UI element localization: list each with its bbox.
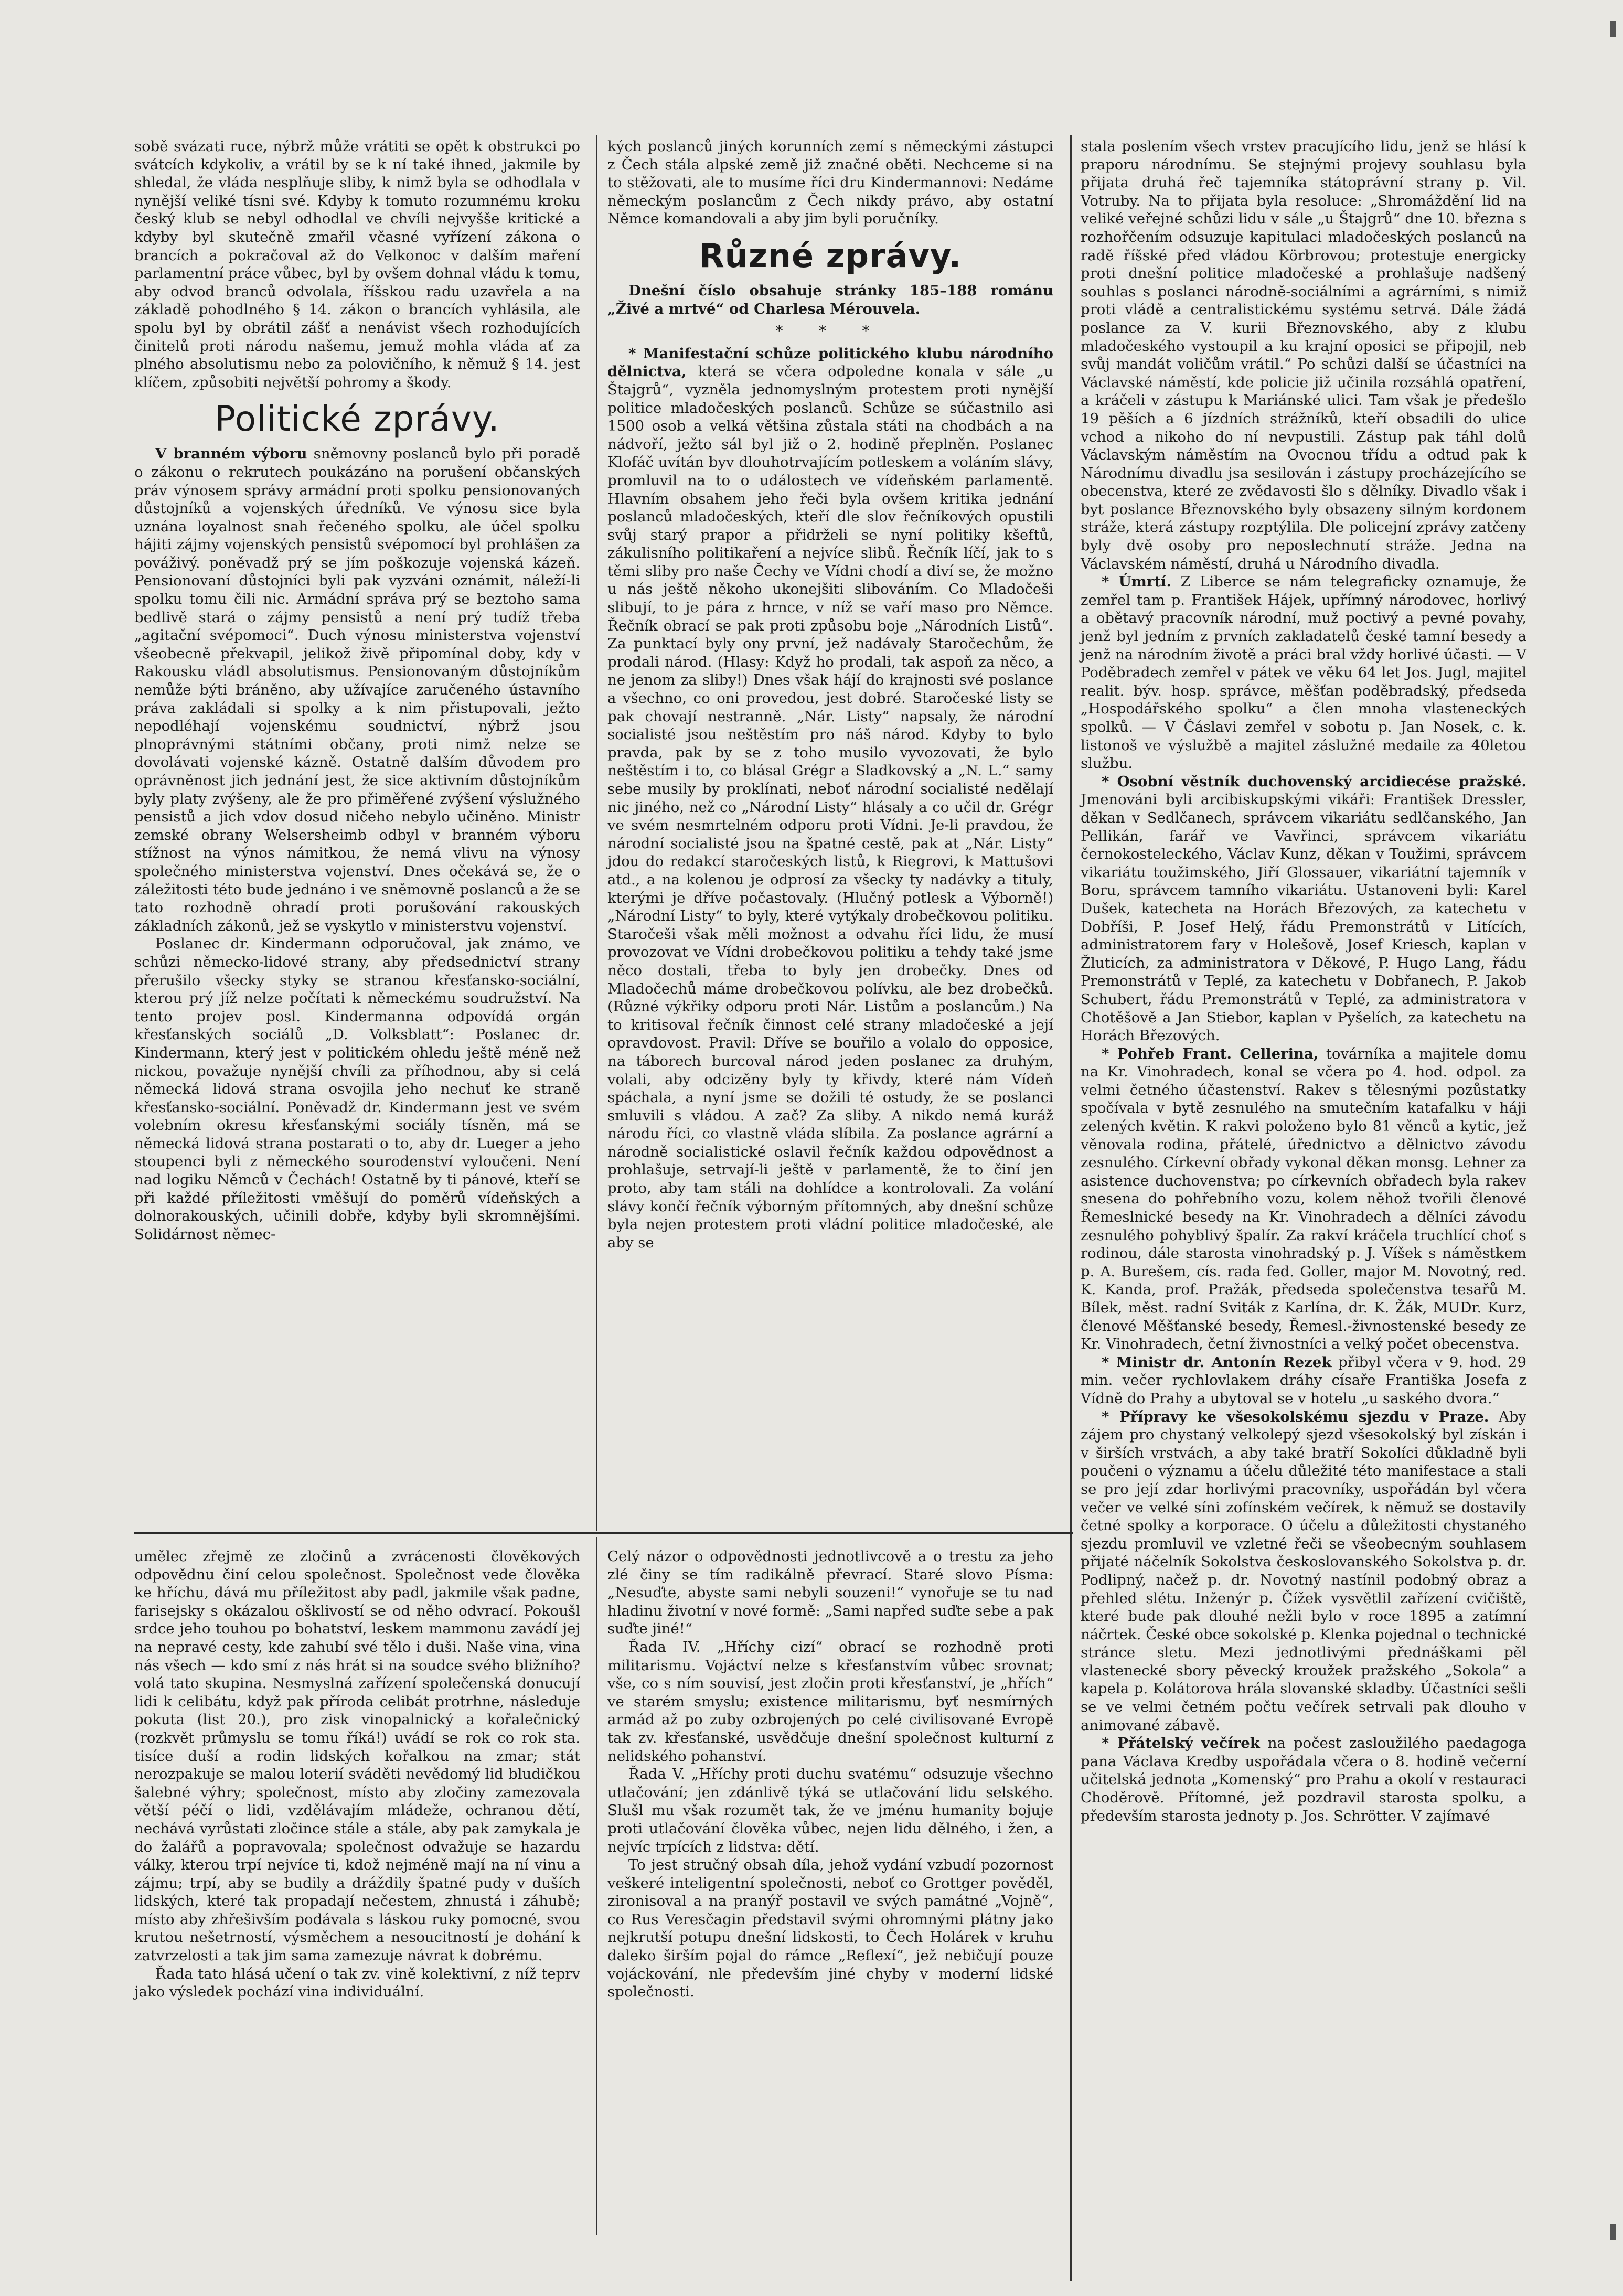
edge-mark-bottom	[1610, 2224, 1616, 2240]
article-body: která se včera odpoledne konala v sále „u Štajgrů“, vyzněla jednomyslným protestem proti nynější politice mladočeských poslanců. Schůze se súčastnilo asi 1500 osob a velká většina zůstala státi na chodbách a na nádvoří, ježto sál byl již o 2. hodině přeplněn. Poslanec Klofáč uvítán byv dlouhotrvajícím potleskem a voláním slávy, promluvil na to o událostech ve vídeňském parlamentě. Hlavním obsahem jeho řeči byla ovšem kritika jednání poslanců mladočeských, kteří dle slov řečníkových opustili svůj starý prapor a přidrželi se nyní politiky kšeftů, zákulisního politikaření a nejvíce slibů. Řečník líčí, jak to s těmi sliby pro naše Čechy ve Vídni chodí a diví se, že možno u nás ještě někoho ukonejšiti slibováním. Co Mladočeši slibují, to je pára z hrnce, v níž se vaří maso pro Němce. Řečník obrací se pak proti způsobu boje „Národních Listů“. Za punktací byly ony první, jež nadávaly Staročechům, že prodali národ. (Hlasy: Když ho prodali, tak aspoň za něco, a ne jenom za sliby!) Dnes však hájí do krajnosti své poslance a všechno, co oni provedou, jest dobré. Staročeské listy se pak chovají nestranně. „Nár. Listy“ napsaly, že národní socialisté jsou neštěstím pro náš národ. Kdyby to bylo pravda, pak by se z toho musilo vyvozovati, že bylo neštěstím i to, co blásal Grégr a Sladkovský a „N. L.“ samy sebe musily by proklínati, neboť národní socialisté nedělají nic jiného, než co „Národní Listy“ hlásaly a co učil dr. Grégr ve svém nesmrtelném odporu proti Vídni. Je-li pravdou, že národní socialisté jsou na špatné cestě, pak at „Nár. Listy“ jdou do redakcí staročeských listů, k Riegrovi, k Mattušovi atd., a na kolenou je odprosí za všecky ty nadávky a tituly, kterými je dříve počastovaly. (Hlučný potlesk a Výborně!) „Národní Listy“ to byly, které vytýkaly drobečkovou politiku. Staročeši však měli možnost a odvahu říci lidu, že musí provozovat ve Vídni drobečkovou politiku a tehdy také jsme něco dostali, třeba to byly jen drobečky. Dnes od Mladočechů máme drobečkovou polívku, ale bez drobečků. (Různé výkřiky odporu proti Nár. Listům a poslancům.) Na to kritisoval řečník činnost celé strany mladočeské a její opravdovost. Pravil: Dříve se bouřilo a volalo do opposice, na táborech burcoval národ jeden poslanec za druhým, volali, aby odcizěny byly ty křivdy, které nám Vídeň spáchala, a nyní jsme se dožili té ostudy, že se poslanci smluvili s vládou. A zač? Za sliby. A nikdo nemá kuráž národu říci, co vlastně vláda slíbila. Za poslance agrární a národně socialistické oslavil řečník každou odpovědnost a prohlašuje, setrvají-li ještě v parlamentě, že to činí jen proto, aby tam stáli na dohlídce a kontrolovali. Za volání slávy končí řečník výborným přítomných, aby dnešní schůze byla nejen protestem proti vládní politice mladočeské, ale aby se	[607, 363, 1053, 1251]
feuilleton-paragraph: Řada V. „Hříchy proti duchu svatému“ odsuzuje všechno utlačování; jen zdánlivě týká se utlačování lidu selského. Slušl mu však rozumět tak, že ve jménu humanity bojuje proti utlačování člověka vůbec, nejen lidu dělného, i žen, a nejvíc trpících z lidstva: dětí.	[607, 1766, 1053, 1855]
feuilleton-column-1	[134, 1547, 580, 2235]
article-clergy	[1081, 773, 1526, 1045]
feuilleton-paragraph: Řada tato hlásá učení o tak zv. vině kolektivní, z níž teprv jako výsledek pochází vina individuální.	[134, 1965, 580, 2001]
article-lead: * Přípravy ke všesokolskému sjezdu v Praze.	[1102, 1408, 1489, 1425]
article-body: Jmenováni byli arcibiskupskými vikáři: František Dressler, děkan v Sedlčanech, správcem vikariátu sedlčanského, Jan Pellikán, farář ve Vavřinci, správcem vikariátu černokosteleckého, Václav Kunz, děkan v Toužimi, správcem vikariátu toužimského, Jiří Glossauer, vikariátní tajemník v Boru, správcem tamního vikariátu. Ustanoveni byli: Karel Dušek, katecheta na Horách Březových, za katechetu v Dobříši, P. Josef Helý, řádu Premonstrátů v Litících, administratorem fary v Holešově, Josef Kriesch, kaplan v Žluticích, za administratora v Děkové, P. Hugo Lang, řádu Premonstrátů v Teplé, za katechetu v Dobřanech, P. Jakob Schubert, řádu Premonstrátů v Teplé, za administratora v Chotěšově a Jan Stiebor, kaplan v Pyšelích, za katechetu na Horách Březových.	[1081, 791, 1526, 1044]
feuilleton-paragraph: umělec zřejmě ze zločinů a zvrácenosti člověkových odpovědnu činí celou společnost. Společnost vede člověka ke hříchu, dává mu příležitost aby padl, jakmile však padne, farisejsky s okázalou ošklivostí se od něho odvrací. Pokoušl srdce jeho touhou po bohatství, leskem mammonu zavádí jej na nepravé cesty, kde zahubí své tělo i duši. Naše vina, vina nás všech — kdo smí z nás hrát si na soudce svého bližního? volá tato skupina. Nesmyslná zařízení společenská donucují lidi k celibátu, když pak příroda celibát protrhne, následuje pokuta (list 20.), pro zisk vinopalnický a kořalečnický (rozkvět průmyslu se tomu říká!) uvádí se rok co rok sta. tisíce duší a rodin lidských kořalkou na zmar; stát nerozpakuje se malou loterií sváděti nevědomý lid bludičkou šalebné výhry; společnost, místo aby zločiny zamezovala větší péčí o lidi, vzdělávajím mládeže, ochranou dětí, nechává vyrůstati zločince stále a stále, aby pak zamykala je do žalářů a popravovala; společnost odvažuje se hazardu války, kterou trpí nejvíce ti, kdož nejméně mají na ní vinu a zájmu; trpí, aby se budily a dráždily špatné pudy v duších lidských, které tak propadají nečestem, zhnustá i záhubě; místo aby zhřešivším podávala s láskou ruky pomocné, svou krutou nešetrností, výsměchem a nesoucitností je dohání k zatvrzelosti a tak jim sama zamezuje návrat k dobrému.	[134, 1548, 580, 1964]
column-2	[607, 137, 1053, 1251]
article-body: továrníka a majitele domu na Kr. Vinohradech, konal se včera po 4. hod. odpol. za velmi četného účastenství. Rakev s tělesnými pozůstatky spočívala v bytě zesnulého na smutečním katafalku v háji zelených květin. K rakvi položeno bylo 81 věnců a kytic, jež věnovala rodina, přátelé, úřednictvo a dělnictvo závodu zesnulého. Církevní obřady vykonal děkan monsg. Lehner za asistence duchovenstva; po církevních obřadech byla rakev snesena do pohřebního vozu, kolem něhož tvořili členové Řemeslnické besedy na Kr. Vinohradech a dělníci závodu zesnulého pohyblivý špalír. Za rakví kráčela truchlící choť s rodinou, dále starosta vinohradský p. J. Víšek s náměstkem p. A. Burešem, cís. rada fed. Goller, major M. Novotný, red. K. Kanda, prof. Pražák, předseda společenstva tesařů M. Bílek, měst. radní Sviták z Karlína, dr. K. Žák, MUDr. Kurz, členové Měšťanské besedy, Řemesl.-živnostenské besedy ze Kr. Vinohradech, četní živnostníci a velký počet obecenstva.	[1081, 1045, 1526, 1353]
column-rule-left	[596, 135, 597, 1531]
article-manifestation	[607, 345, 1053, 1252]
article-continuation: kých poslanců jiných korunních zemí s německými zástupci z Čech stála alpské země již značné oběti. Nechceme si na to stěžovati, ale to musíme říci dru Kindermannovi: Nedáme německým poslancům z Čech nikdy právo, aby ostatní Němce komandovali a aby jim byli poručníky.	[607, 138, 1053, 228]
article-kindermann: Poslanec dr. Kindermann odporučoval, jak známo, ve schůzi německo-lidové strany, aby předsednictví strany přerušilo všecky styky se stranou křesťansko-sociální, kterou prý jíž nelze počítati k německému soudružství. Na tento projev posl. Kindermanna odpovídá orgán křesťanských sociálů „D. Volksblatt“: Poslanec dr. Kindermann, který jest v politickém ohledu ještě méně než nickou, považuje nynější chvíli za příhodnou, aby si celá německá lidová strana osvojila jeho nechuť ke straně křesťansko-sociální. Poněvadž dr. Kindermann jest ve svém volebním okresu křesťanskými sociály tísněn, má se německá lidová strana postarati o to, aby dr. Lueger a jeho stoupenci byli z německého sourodenství vyloučeni. Není nad logiku Němců v Čechách! Ostatně by ti pánové, kteří se při každé příležitosti vměšují do poměrů vídeňských a dolnorakouských, učinili dobře, kdyby byli skromnějšími. Solidárnost němec-	[134, 935, 580, 1243]
article-body: na počest zasloužilého paedagoga pana Václava Kredby uspořádala včera o 8. hodině večerní učitelská jednota „Komenský“ pro Prahu a okolí v restauraci Choděrově. Přítomné, jež pozdravil starosta spolku, a především starosta jednoty p. Jos. Schrötter. V zajímavé	[1081, 1735, 1526, 1824]
article-lead: V branném výboru	[155, 445, 307, 463]
edge-mark-top	[1610, 21, 1616, 37]
article-lead: * Přátelský večírek	[1102, 1735, 1260, 1752]
column-rule-lower	[596, 1537, 597, 2235]
article-lead: * Pohřeb Frant. Cellerina,	[1102, 1045, 1319, 1062]
article-body: Z Liberce se nám telegraficky oznamuje, že zemřel tam p. František Hájek, upřímný národovec, horlivý a obětavý pracovník národní, muž poctivý a pevné povahy, jenž byl jedním z prvních zakladatelů české tamní besedy a jenž na národním životě a práci bral vždy horlivé účasti. — V Poděbradech zemřel v pátek ve věku 64 let Jos. Jugl, majitel realit. býv. hosp. správce, měšťan poděbradský, předseda „Hospodářského spolku“ a člen mnoha vlasteneckých spolků. — V Čáslavi zemřel v sobotu p. Jan Nosek, c. k. listonoš ve výslužbě a majitel záslužné medaile za 40letou službu.	[1081, 573, 1526, 772]
column-1	[134, 137, 580, 1528]
section-heading-political-news: Politické zprávy.	[215, 399, 500, 440]
column-3	[1081, 137, 1526, 2278]
feuilleton-column-2	[607, 1547, 1053, 2235]
article-funeral	[1081, 1045, 1526, 1353]
article-continuation: sobě svázati ruce, nýbrž může vrátiti se opět k obstrukci po svátcích kdykoliv, a vrátil by se k ní také ihned, jakmile by shledal, že vláda nesplňuje sliby, k nimž byla se odhodlala v nynější veliké tísni své. Kdyby k tomuto rozumnému kroku český klub se nebyl odhodlal ve chvíli nejvyšše kritické a kdyby byl skutečně zmařil včasné vyřízení zákona o brancích a pokračoval až do Velkonoc v dalším maření parlamentní práce vůbec, byl by ovšem dohnal vládu k tomu, aby odvod branců odvolala, říšskou radu uzavřela a na základě pohodlného § 14. zákon o brancích vyhlásila, ale spolu byl by obrátil zášť a nenávist všech rozhodujících činitelů proti národu našemu, jemuž mohla vláda ať za plného absolutismu nebo za polovičního, k němuž § 14. jest klíčem, způsobiti největší pohromy a škody.	[134, 138, 580, 391]
issue-notice: Dnešní číslo obsahuje stránky 185–188 románu „Živé a mrtvé“ od Charlesa Mérouvela.	[607, 282, 1053, 317]
feuilleton-paragraph: To jest stručný obsah díla, jehož vydání vzbudí pozornost veškeré inteligentní společnosti, neboť co Grottger pověděl, zironisoval a na pranýř postavil ve svých památné „Vojně“, co Rus Veresčagin představil svými ohromnými plátny jako nejkrutší potupu dnešní lidskosti, to Čech Holárek v kruhu daleko širším pojal do rámce „Reflexí“, jež nebičují pouze vojáckování, nle především jiné chyby v moderní lidské společnosti.	[607, 1856, 1053, 2001]
article-evening	[1081, 1734, 1526, 1825]
article-branny-vybor	[134, 445, 580, 935]
article-lead: * Úmrtí.	[1102, 573, 1172, 591]
article-body: sněmovny poslanců bylo při poradě o zákonu o rekrutech poukázáno na porušení občanských práv výnosem správy armádní proti spolku pensionovaných důstojníků a vojenských úředníků. Ve výnosu sice byla uznána loyalnost snah řečeného spolku, ale účel spolku hájiti zájmy vojenských pensistů svépomocí byl prohlášen za pováživý. poněvadž prý se jím poškozuje vojenská kázeň. Pensionovaní důstojníci byli pak vyzváni oznámit, náleží-li spolku tomu čili nic. Armádní správa prý se beztoho sama bedlivě stará o zájmy pensistů a není prý tudíž třeba „agitační svépomoci“. Duch výnosu ministerstva vojenství všeobecně překvapil, jelikož živě připomínal doby, kdy v Rakousku vládl absolutismus. Pensionovaným důstojníkům nemůže býti bráněno, aby užívajíce zaručeného ústavního práva zakládali si spolky a k nim přistupovali, ježto nepodléhají vojenskému soudnictví, nýbrž jsou plnoprávnými státními občany, proti nimž nelze se dovolávati vojenské kázně. Ostatně dalším důvodem pro oprávněnost jich jednání jest, že sice aktivním důstojníkům byly platy zvýšeny, ale že pro přiměřené zvýšení výslužného pensistů a jich vdov dosud ničeho nebylo učiněno. Ministr zemské obrany Welsersheimb odbyl v branném výboru stížnost na výnos námitkou, že nemá vlivu na výnosy společného ministerstva vojenství. Dnes očekává se, že o záležitosti této bude jednáno i ve sněmovně poslanců a že se tato rozhodně ohradí proti porušování rakouských základních zákonů, jež se vyskytlo v ministerstvu vojenství.	[134, 445, 580, 934]
article-lead: * Manifestační schůze politického klubu národního dělnictva,	[607, 345, 1053, 380]
feuilleton-paragraph: Celý názor o odpovědnosti jednotlivcově a o trestu za jeho zlé činy se tím radikálně převrací. Staré slovo Písma: „Nesuďte, abyste sami nebyli souzeni!“ vynořuje se tu nad hladinu životní v nové formě: „Sami napřed suďte sebe a pak suďte jiné!“	[607, 1548, 1053, 1638]
section-rule	[134, 1532, 1073, 1534]
article-continuation: stala poslením všech vrstev pracujícího lidu, jenž se hlásí k praporu národnímu. Se stejnými projevy souhlasu byla přijata druhá řeč tajemníka státoprávní strany p. Vil. Votruby. Na to přijata byla resoluce: „Shromáždění lid na veliké veřejné schůzi lidu v sále „u Štajgrů“ dne 10. března s rozhořčením odsuzuje kapitulaci mladočeských poslanců na radě říšské před vládou Körbrovou; protestuje energicky proti dnešní politice mladočeské a prohlašuje nadšený souhlas s poslanci národně-sociálními a agrárními, s nimiž proti vládě a centralistickému systému setrvá. Dále žádá poslance za V. kurii Březnovského, aby z klubu mladočeského vystoupil a ku krajní oposici se připojil, neb svůj mandát voličům vrátil.“ Po schůzi další se účastníci na Václavské náměstí, kde policie již učinila rozsáhlá opatření, a kráčeli v zástupu k Mariánské ulici. Tam však je předešlo 19 pěších a 6 jízdních strážníků, kteří obsadili do ulice vchod a nikoho do ní nevpustili. Zástup pak táhl dolů Václavským náměstím na Ovocnou třídu a odtud pak k Národnímu divadlu jsa sesilován i zástupy procházejícího se obecenstva, které ze zvědavosti šlo s dělníky. Divadlo však i byt poslance Březnovského byly obsazeny silným kordonem stráže, která zástupy rozptýlila. Dle policejní zprávy zatčeny byly dvě osoby pro neposlechnutí stráže. Jedna na Václavském náměstí, druhá u Národního divadla.	[1081, 138, 1526, 572]
feuilleton-paragraph: Řada IV. „Hříchy cizí“ obrací se rozhodně proti militarismu. Vojáctví nelze s křesťanstvím vůbec srovnat; vše, co s ním souvisí, jest zločin proti křesťanství, je „hřích“ ve starém smyslu; existence militarismu, byť nesmírných armád až po zuby ozbrojených po celé civilisované Evropě tak zv. křesťanské, usvědčuje dnešní společnost kulturní z nelidského pohanství.	[607, 1638, 1053, 1765]
article-lead: * Osobní věstník duchovenský arcidiecése pražské.	[1102, 773, 1526, 790]
article-sokol	[1081, 1408, 1526, 1735]
section-heading-various-news: Různé zprávy.	[699, 236, 962, 275]
section-stars: * * *	[775, 323, 885, 340]
article-body: přibyl včera v 9. hod. 29 min. večer rychlovlakem dráhy císaře Františka Josefa z Vídně do Prahy a ubytoval se v hotelu „u saského dvora.“	[1081, 1353, 1526, 1407]
column-rule-right	[1070, 135, 1072, 2281]
article-body: Aby zájem pro chystaný velkolepý sjezd všesokolský byl získán i v širších vrstvách, a aby také bratří Sokolíci důkladně byli poučeni o významu a účelu důležité této manifestace a stali se pro její zdar horlivými pracovníky, uspořádán byl včera večer ve velké síni zofínském večírek, k němuž se dostavily četné spolky a korporace. O účelu a důležitosti chystaného sjezdu promluvil ve vzletné řeči se všeobecným souhlasem přijaté náčelník Sokolstva českoslovanského Sokolstva p. dr. Podlipný, načež p. dr. Novotný nastínil podobný obraz a přehled slétu. Inženýr p. Čížek vysvětlil zařízení cvičiště, které bude pak dlouhé nežli bylo v roce 1895 a zatímní náčrtek. České obce sokolské p. Klenka pojednal o technické stránce sletu. Mezi jednotlivými přednáškami pěl vlastenecké sbory pěvecký kroužek pražského „Sokola“ a kapela p. Kolátorova hrála slovanské skladby. Účastníci sešli se ve velmi četném počtu večírek setrvali pak dlouho v animované zábavě.	[1081, 1408, 1526, 1734]
article-minister	[1081, 1353, 1526, 1408]
article-lead: * Ministr dr. Antonín Rezek	[1102, 1353, 1332, 1371]
article-umrti	[1081, 573, 1526, 773]
